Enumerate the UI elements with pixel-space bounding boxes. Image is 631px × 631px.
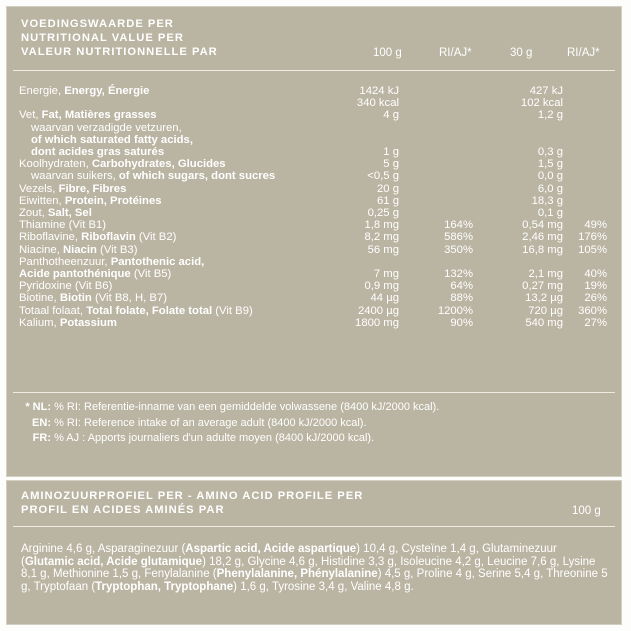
nutrient-label-part: Protein, Protéines <box>64 194 162 207</box>
ri-per-100g: 132% <box>444 268 473 280</box>
ri-per-30g: 49% <box>584 219 607 232</box>
nutrient-label-part: Biotine, <box>19 292 57 305</box>
nutrient-label-part: Energy, Énergie <box>64 85 150 97</box>
value-per-30g: 2,46 mg <box>522 231 563 244</box>
nutrient-label-part: (Vit B5) <box>133 268 172 280</box>
value-per-30g: 6,0 g <box>537 182 563 195</box>
value-per-100g: 7 mg <box>373 268 399 280</box>
value-per-100g: <0,5 g <box>367 170 399 183</box>
nutrition-row <box>7 231 621 243</box>
footnote-nl: * NL: % RI: Referentie-inname van een gemiddelde volwassene (8400 kJ/2000 kcal). <box>25 401 440 413</box>
nutrient-label-part: waarvan suikers, <box>31 170 116 183</box>
nutrient-label-part: (Vit B2) <box>138 231 177 244</box>
nutrient-label-part: Fat, Matières grasses <box>41 109 157 122</box>
title-line: VALEUR NUTRITIONNELLE PAR <box>21 46 218 58</box>
nutrition-table <box>6 6 622 477</box>
value-per-30g: 427 kJ <box>529 85 563 97</box>
nutrient-label <box>19 158 226 170</box>
nutrition-row <box>7 85 621 97</box>
nutrient-label-part: Riboflavine, <box>19 231 79 244</box>
amino-text-part: ) 10,4 g, Cysteïne 1,4 g, Glutaminezuur ( <box>21 543 557 568</box>
nutrient-label-part: of which saturated fatty acids, <box>31 133 193 146</box>
value-per-30g: 18,3 g <box>531 194 563 207</box>
value-per-100g: 2400 µg <box>357 304 399 317</box>
col-header-30g: 30 g <box>510 47 533 59</box>
amino-text-part: ) 18,2 g, Glycine 4,6 g, Histidine 3,3 g, Isoleucine 4,2 g, Leucine 7,6 g, Lysine 8,1 g, Methionine 1,5 g, Fenylalanine ( <box>21 555 596 580</box>
ri-per-100g: 350% <box>444 243 473 256</box>
value-per-100g: 56 mg <box>367 243 399 256</box>
nutrition-row <box>7 207 621 219</box>
value-per-30g: 1,5 g <box>537 158 563 171</box>
nutrition-row <box>7 195 621 207</box>
ri-per-30g: 19% <box>584 280 607 293</box>
nutrient-label-part: Vet, <box>19 109 39 122</box>
value-per-30g: 16,8 mg <box>522 243 563 256</box>
col-header-ri-30g: RI/AJ* <box>567 47 600 59</box>
nutrient-label-part: Fibre, Fibres <box>58 182 127 195</box>
nutrient-label <box>19 280 112 292</box>
value-per-30g: 0,1 g <box>537 207 563 219</box>
nutrient-label-part: Niacin <box>62 243 97 256</box>
value-per-100g: 8,2 mg <box>364 231 399 244</box>
nutrition-row <box>7 256 621 268</box>
ri-per-30g: 40% <box>584 268 607 280</box>
value-per-30g: 13,2 µg <box>525 292 563 305</box>
nutrient-label <box>31 134 193 146</box>
amino-text-part: Glutamic acid, Acide glutamique <box>24 555 203 568</box>
ri-per-100g: 164% <box>444 219 473 232</box>
title-line: AMINOZUURPROFIEL PER - AMINO ACID PROFILE PER <box>21 490 364 502</box>
footnote-en: EN: % RI: Reference intake of an average adult (8400 kJ/2000 kcal). <box>32 416 367 429</box>
nutrient-label-part: Zout, <box>19 207 45 219</box>
value-per-100g: 1,8 mg <box>364 219 399 232</box>
footnote-fr: FR: % AJ : Apports journaliers d'un adulte moyen (8400 kJ/2000 kcal). <box>32 432 375 444</box>
nutrient-label-part: Pyridoxine (Vit B6) <box>19 280 113 293</box>
amino-acid-list <box>21 543 611 593</box>
nutrient-label-part: Acide pantothénique <box>19 268 131 280</box>
divider <box>13 70 615 71</box>
nutrient-label-part: Eiwitten, <box>19 194 62 207</box>
nutrition-row <box>7 146 621 158</box>
amino-text-part: ) 4,5 g, Proline 4 g, Serine 5,4 g, Threonine 5 g, Tryptofaan ( <box>21 568 608 593</box>
nutrition-row <box>7 292 621 304</box>
amino-title <box>21 489 363 517</box>
nutrient-label <box>19 256 204 268</box>
nutrient-label <box>19 195 162 207</box>
nutrient-label <box>19 85 149 97</box>
nutrition-row <box>7 280 621 292</box>
value-per-100g: 340 kcal <box>356 97 399 110</box>
nutrient-label <box>19 292 167 304</box>
amino-col-header-100g: 100 g <box>572 505 601 517</box>
value-per-30g: 0,0 g <box>537 170 563 183</box>
col-header-ri-100g: RI/AJ* <box>439 47 472 59</box>
value-per-100g: 20 g <box>377 182 399 195</box>
value-per-100g: 1424 kJ <box>359 85 399 97</box>
value-per-30g: 0,54 mg <box>522 219 563 232</box>
ri-per-100g: 90% <box>450 316 473 329</box>
nutrient-label <box>19 219 106 231</box>
amino-text-part: Arginine 4,6 g, Asparaginezuur ( <box>21 543 186 555</box>
ri-per-100g: 64% <box>450 280 473 293</box>
nutrition-title <box>21 17 218 59</box>
nutrition-row <box>7 183 621 195</box>
nutrition-row <box>7 170 621 182</box>
nutrient-label-part: Energie, <box>19 85 62 97</box>
nutrition-row <box>7 317 621 329</box>
nutrient-label-part: Thiamine (Vit B1) <box>19 219 107 232</box>
ri-per-100g: 88% <box>450 292 473 305</box>
nutrition-row <box>7 109 621 121</box>
col-header-100g: 100 g <box>373 47 402 59</box>
nutrient-label-part: Pantothenic acid, <box>110 255 205 268</box>
nutrient-label <box>19 305 253 317</box>
value-per-100g: 0,25 g <box>367 207 399 219</box>
nutrient-label-part: Riboflavin <box>81 231 136 244</box>
value-per-30g: 720 µg <box>528 304 563 317</box>
value-per-30g: 1,2 g <box>537 109 563 122</box>
nutrition-row <box>7 158 621 170</box>
amino-text-part: Aspartic acid, Acide aspartique <box>185 543 357 555</box>
nutrient-label <box>19 109 157 121</box>
divider <box>13 392 615 393</box>
divider <box>13 526 615 527</box>
nutrition-row <box>7 268 621 280</box>
nutrient-label-part: Potassium <box>59 316 117 329</box>
nutrient-label <box>19 317 117 329</box>
value-per-30g: 0,27 mg <box>522 280 563 293</box>
nutrient-label-part: Salt, Sel <box>47 207 92 219</box>
nutrient-label <box>19 207 92 219</box>
footnotes <box>21 400 439 447</box>
ri-per-100g: 1200% <box>437 304 473 317</box>
nutrition-row <box>7 244 621 256</box>
value-per-30g: 102 kcal <box>520 97 563 110</box>
value-per-30g: 2,1 mg <box>528 268 563 280</box>
value-per-100g: 0,9 mg <box>364 280 399 293</box>
nutrition-row <box>7 219 621 231</box>
nutrient-label-part: dont acides gras saturés <box>31 146 165 158</box>
nutrient-label <box>31 122 182 134</box>
title-line: NUTRITIONAL VALUE PER <box>21 32 184 44</box>
nutrient-label-part: Carbohydrates, Glucides <box>91 158 226 171</box>
nutrient-label <box>19 231 176 243</box>
nutrient-label-part: Kalium, <box>19 316 57 329</box>
nutrient-label <box>19 268 171 280</box>
nutrient-label <box>19 244 137 256</box>
value-per-100g: 1800 mg <box>355 316 399 329</box>
nutrient-label-part: Koolhydraten, <box>19 158 89 171</box>
nutrient-label-part: (Vit B8, H, B7) <box>94 292 167 305</box>
value-per-30g: 0,3 g <box>537 146 563 158</box>
nutrient-label-part: Panthotheenzuur, <box>19 255 108 268</box>
ri-per-30g: 360% <box>578 304 607 317</box>
value-per-100g: 5 g <box>383 158 399 171</box>
ri-per-30g: 26% <box>584 292 607 305</box>
ri-per-30g: 176% <box>578 231 607 244</box>
nutrition-row <box>7 134 621 146</box>
ri-per-30g: 27% <box>584 316 607 329</box>
value-per-100g: 61 g <box>377 194 399 207</box>
value-per-30g: 540 mg <box>525 316 563 329</box>
nutrient-label-part: of which sugars, dont sucres <box>118 170 276 183</box>
nutrient-label <box>31 170 275 182</box>
ri-per-30g: 105% <box>578 243 607 256</box>
nutrition-row <box>7 97 621 109</box>
amino-text-part: Phenylalanine, Phénylalanine <box>216 568 378 580</box>
nutrient-label-part: (Vit B9) <box>215 304 253 317</box>
nutrient-label-part: Totaal folaat, <box>19 304 84 317</box>
nutrient-label <box>31 146 164 158</box>
amino-acid-profile <box>6 480 622 625</box>
nutrient-label-part: (Vit B3) <box>100 243 138 256</box>
nutrient-label <box>19 183 126 195</box>
amino-text-part: Tryptophan, Tryptophane <box>95 580 234 593</box>
nutrient-label-part: Vezels, <box>19 182 56 195</box>
amino-text-part: ) 1,6 g, Tyrosine 3,4 g, Valine 4,8 g. <box>233 580 414 593</box>
nutrient-label-part: waarvan verzadigde vetzuren, <box>31 121 182 134</box>
nutrition-row <box>7 122 621 134</box>
nutrient-label-part: Biotin <box>59 292 92 305</box>
value-per-100g: 1 g <box>383 146 399 158</box>
nutrient-label-part: Niacine, <box>19 243 60 256</box>
title-line: PROFIL EN ACIDES AMINÉS PAR <box>21 504 225 516</box>
title-line: VOEDINGSWAARDE PER <box>21 18 174 30</box>
ri-per-100g: 586% <box>444 231 473 244</box>
value-per-100g: 44 µg <box>370 292 399 305</box>
nutrient-label-part: Total folate, Folate total <box>86 304 213 317</box>
value-per-100g: 4 g <box>383 109 399 122</box>
nutrition-row <box>7 305 621 317</box>
